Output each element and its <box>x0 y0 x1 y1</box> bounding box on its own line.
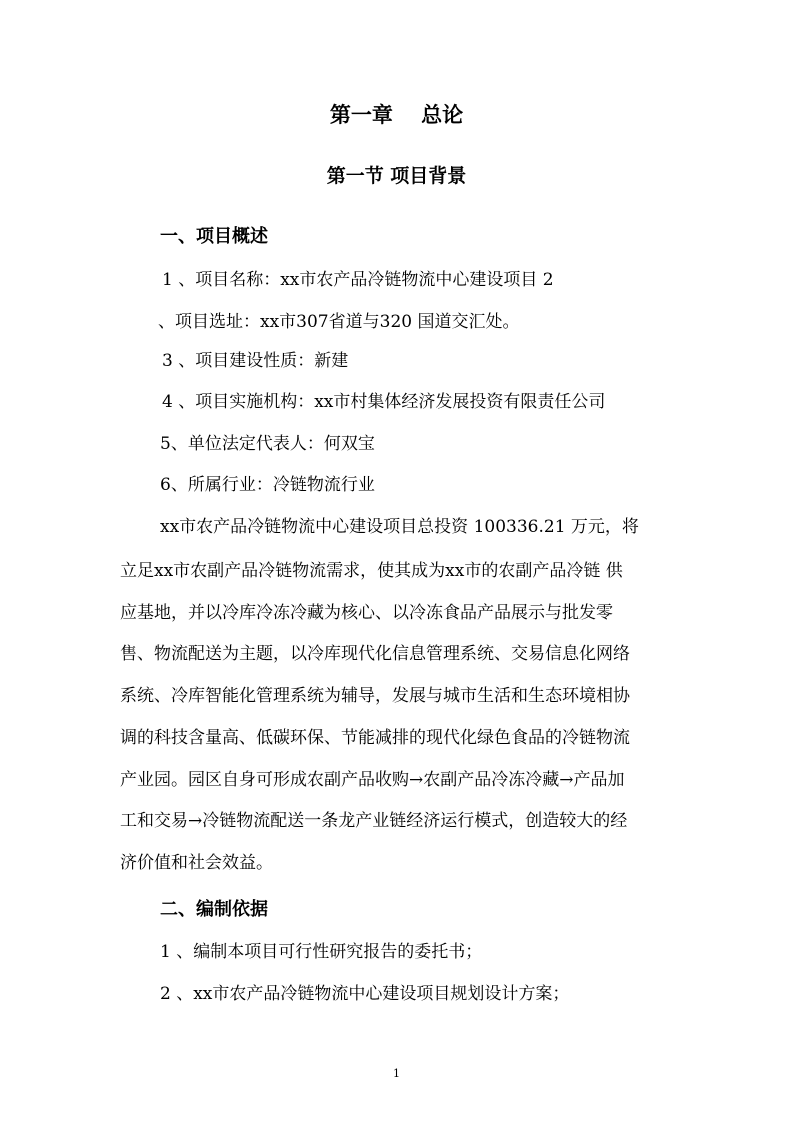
paragraph-line: 工和交易→冷链物流配送一条龙产业链经济运行模式，创造较大的经 <box>120 811 628 831</box>
paragraph-line: 立足xx市农副产品冷链物流需求，使其成为xx市的农副产品冷链 供 <box>120 561 623 581</box>
heading-project-overview: 一、项目概述 <box>160 226 268 247</box>
heading-basis: 二、编制依据 <box>160 899 268 920</box>
item-industry: 6、所属行业：冷链物流行业 <box>160 475 375 495</box>
page-number: 1 <box>393 1067 400 1080</box>
paragraph-line: 产业园。园区自身可形成农副产品收购→农副产品冷冻冷藏→产品加 <box>120 770 625 790</box>
paragraph-line: xx市农产品冷链物流中心建设项目总投资 100336.21 万元，将 <box>160 517 639 537</box>
paragraph-line: 售、物流配送为主题，以冷库现代化信息管理系统、交易信息化网络 <box>120 644 630 664</box>
basis-item-planning: 2 、xx市农产品冷链物流中心建设项目规划设计方案； <box>160 984 570 1004</box>
paragraph-line: 应基地，并以冷库冷冻冷藏为核心、以冷冻食品产品展示与批发零 <box>120 603 613 623</box>
item-legal-representative: 5、单位法定代表人：何双宝 <box>160 434 375 454</box>
section-title: 第一节 项目背景 <box>326 165 467 187</box>
chapter-title: 第一章 总论 <box>329 102 464 127</box>
item-implementing-agency: 4 、项目实施机构：xx市村集体经济发展投资有限责任公司 <box>162 392 606 412</box>
paragraph-line: 系统、冷库智能化管理系统为辅导，发展与城市生活和生态环境相协 <box>120 686 630 706</box>
item-construction-nature: 3 、项目建设性质：新建 <box>162 351 349 371</box>
item-project-site: 、项目选址：xx市307省道与320 国道交汇处。 <box>158 312 520 332</box>
paragraph-line: 济价值和社会效益。 <box>120 853 273 873</box>
paragraph-line: 调的科技含量高、低碳环保、节能减排的现代化绿色食品的冷链物流 <box>120 728 630 748</box>
item-project-name: 1 、项目名称：xx市农产品冷链物流中心建设项目 2 <box>162 270 554 290</box>
basis-item-entrustment: 1 、编制本项目可行性研究报告的委托书； <box>160 942 483 962</box>
